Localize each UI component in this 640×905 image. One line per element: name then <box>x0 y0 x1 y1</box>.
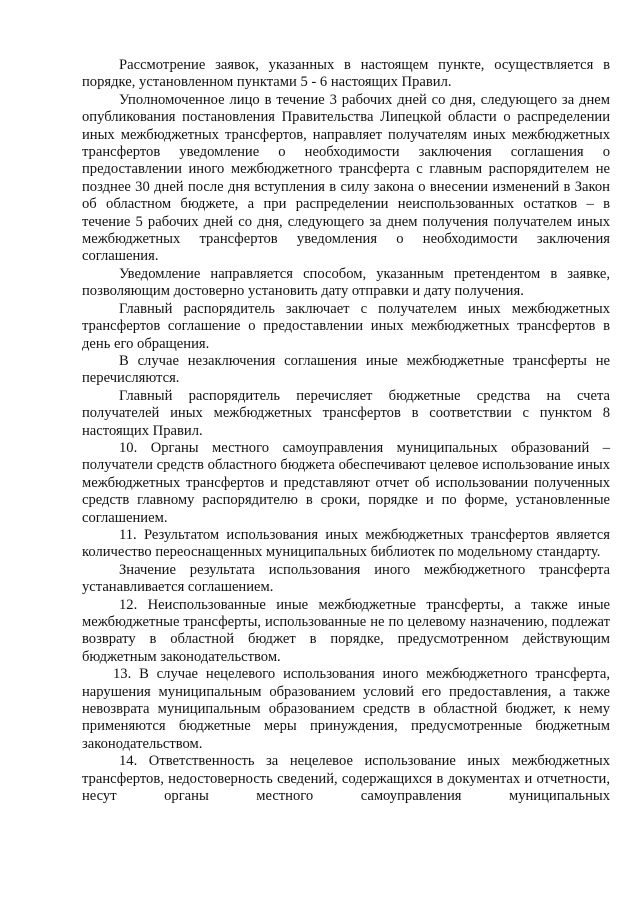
paragraph-item-13: 13. В случае нецелевого использования иного межбюджетного трансферта, нарушения муниципальным образованием условий его предоставления, а также невозврата муниципальным образованием средств в областной бюджет, к нему применяются бюджетные меры принуждения, предусмотренные бюджетным законодательством. <box>82 666 610 752</box>
paragraph-review-of-applications: Рассмотрение заявок, указанных в настоящем пункте, осуществляется в порядке, установленном пунктами 5 - 6 настоящих Правил. <box>82 57 610 91</box>
paragraph-item-11: 11. Результатом использования иных межбюджетных трансфертов является количество переоснащенных муниципальных библиотек по модельному стандарту. <box>82 526 610 561</box>
paragraph-item-10: 10. Органы местного самоуправления муниципальных образований – получатели средств областного бюджета обеспечивают целевое использование иных межбюджетных трансфертов и представляют отчет об использовании полученных средств главному распорядителю в сроки, порядке и по форме, установленные соглашением. <box>82 439 610 526</box>
paragraph-notification-method: Уведомление направляется способом, указанным претендентом в заявке, позволяющим достоверно установить дату отправки и дату получения. <box>82 265 610 300</box>
paragraph-result-value: Значение результата использования иного межбюджетного трансферта устанавливается соглашением. <box>82 561 610 596</box>
document-page <box>82 57 610 805</box>
paragraph-notification-procedure: Уполномоченное лицо в течение 3 рабочих дней со дня, следующего за днем опубликования постановления Правительства Липецкой области о распределении иных межбюджетных трансфертов, направляет получателям иных межбюджетных трансфертов уведомление о необходимости заключения соглашения о предоставлении иного межбюджетного трансферта с главным распорядителем не позднее 30 дней после дня вступления в силу закона о внесении изменений в Закон об областном бюджете, а при распределении неиспользованных остатков – в течение 5 рабочих дней со дня, следующего за днем получения получателем иных межбюджетных трансфертов уведомления о необходимости заключения соглашения. <box>82 91 610 265</box>
paragraph-item-12: 12. Неиспользованные иные межбюджетные трансферты, а также иные межбюджетные трансферты, использованные не по целевому назначению, подлежат возврату в областной бюджет в порядке, предусмотренном действующим бюджетным законодательством. <box>82 596 610 665</box>
paragraph-item-14: 14. Ответственность за нецелевое использование иных межбюджетных трансфертов, недостоверность сведений, содержащихся в документах и отчетности, несут органы местного самоуправления муниципальных <box>82 753 610 805</box>
paragraph-funds-transfer: Главный распорядитель перечисляет бюджетные средства на счета получателей иных межбюджетных трансфертов в соответствии с пунктом 8 настоящих Правил. <box>82 387 610 439</box>
paragraph-no-agreement: В случае незаключения соглашения иные межбюджетные трансферты не перечисляются. <box>82 352 610 387</box>
paragraph-agreement-conclusion: Главный распорядитель заключает с получателем иных межбюджетных трансфертов соглашение о предоставлении иных межбюджетных трансфертов в день его обращения. <box>82 300 610 352</box>
